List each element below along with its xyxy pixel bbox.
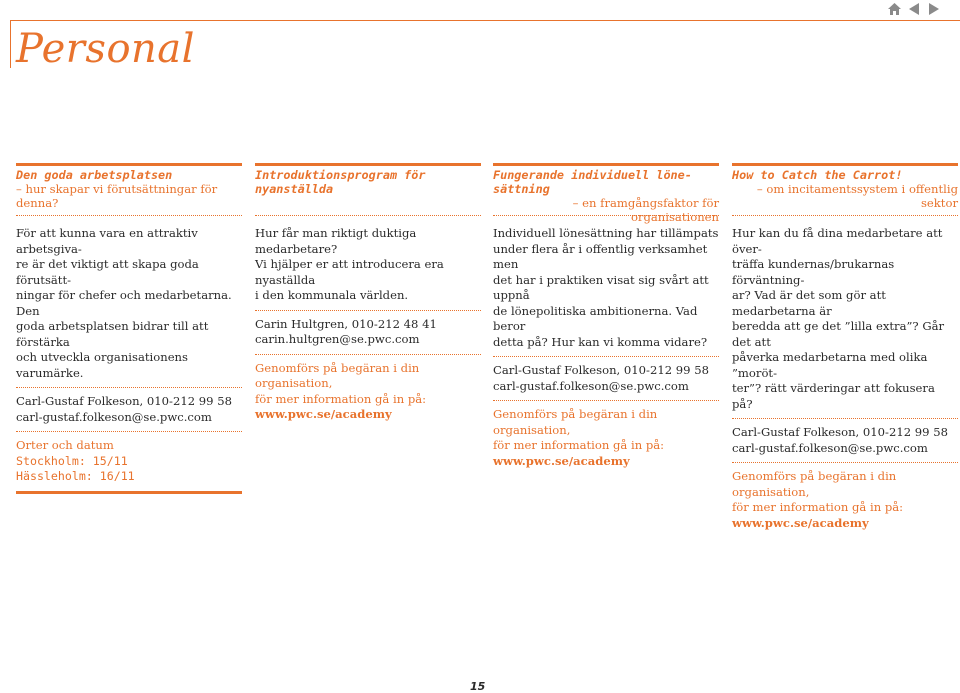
contact-name: Carl-Gustaf Folkeson, 010-212 99 58 xyxy=(732,425,948,439)
body-line: ter”? rätt värderingar att fokusera på? xyxy=(732,381,935,411)
place-date: Hässleholm: 16/11 xyxy=(16,469,135,483)
note-line: för mer information gå in på: xyxy=(255,391,427,406)
column-header xyxy=(493,163,719,224)
note-line: Genomförs på begäran i din organisation, xyxy=(732,469,897,499)
column-arbetsplatsen xyxy=(16,163,242,494)
contact-name: Carl-Gustaf Folkeson, 010-212 99 58 xyxy=(16,394,232,408)
column-title: nyanställda xyxy=(255,182,334,196)
body-line: För att kunna vara en attraktiv arbetsgiva- xyxy=(16,226,198,256)
column-title: Den goda arbetsplatsen xyxy=(16,168,173,182)
note-block xyxy=(493,407,719,469)
note-block xyxy=(732,469,958,531)
body-line: påverka medarbetarna med olika ”moröt- xyxy=(732,350,928,380)
page-title: Personal xyxy=(16,26,195,72)
note-line: Genomförs på begäran i din organisation, xyxy=(255,360,420,390)
dotted-divider xyxy=(16,431,242,432)
note-block xyxy=(255,361,481,423)
column-lonesattning xyxy=(493,163,719,469)
contact-email[interactable]: carl-gustaf.folkeson@se.pwc.com xyxy=(732,440,928,455)
column-subtitle: – en framgångsfaktor för organisationen xyxy=(572,196,719,224)
arrow-left-icon[interactable] xyxy=(906,1,922,17)
body-line: Hur kan du få dina medarbetare att över- xyxy=(732,226,943,256)
note-line: Genomförs på begäran i din organisation, xyxy=(493,407,658,437)
column-carrot xyxy=(732,163,958,531)
body-line: ar? Vad är det som gör att medarbetarna är xyxy=(732,288,886,318)
column-body xyxy=(255,226,481,304)
body-line: ningar för chefer och medarbetarna. Den xyxy=(16,288,232,318)
page-number: 15 xyxy=(470,680,486,693)
note-line: för mer information gå in på: xyxy=(493,438,665,452)
column-title: Fungerande individuell löne- xyxy=(493,168,692,182)
contact-email[interactable]: carl-gustaf.folkeson@se.pwc.com xyxy=(16,409,212,424)
body-line: re är det viktigt att skapa goda förutsätt- xyxy=(16,257,199,287)
places-block xyxy=(16,438,242,485)
header-rule-vertical xyxy=(10,20,11,68)
column-bottom-rule xyxy=(16,491,242,494)
contact-block xyxy=(255,317,481,348)
body-line: det har i praktiken visat sig svårt att uppnå xyxy=(493,272,709,302)
contact-block xyxy=(493,363,719,394)
column-body xyxy=(732,226,958,412)
column-header xyxy=(255,163,481,216)
body-line: Hur får man riktigt duktiga medarbetare? xyxy=(255,226,417,256)
body-line: beredda att ge det ”lilla extra”? Går det att xyxy=(732,319,945,349)
body-line: och utveckla organisationens varumärke. xyxy=(16,350,188,380)
dotted-divider xyxy=(493,400,719,401)
contact-email[interactable]: carin.hultgren@se.pwc.com xyxy=(255,332,420,346)
dotted-divider xyxy=(16,387,242,388)
contact-block xyxy=(16,394,242,425)
dotted-divider xyxy=(732,418,958,419)
column-header xyxy=(732,163,958,216)
dotted-divider xyxy=(255,310,481,311)
contact-name: Carin Hultgren, 010-212 48 41 xyxy=(255,316,437,331)
column-header xyxy=(16,163,242,216)
arrow-right-icon[interactable] xyxy=(926,1,942,17)
home-icon[interactable] xyxy=(886,1,902,17)
contact-name: Carl-Gustaf Folkeson, 010-212 99 58 xyxy=(493,363,709,377)
column-title: How to Catch the Carrot! xyxy=(732,168,903,182)
body-line: goda arbetsplatsen bidrar till att förstärka xyxy=(16,319,209,349)
column-body xyxy=(493,226,719,350)
body-line: Vi hjälper er att introducera era nyaställda xyxy=(255,257,444,287)
column-introduktion xyxy=(255,163,481,423)
contact-block xyxy=(732,425,958,456)
column-body xyxy=(16,226,242,381)
contact-email[interactable]: carl-gustaf.folkeson@se.pwc.com xyxy=(493,378,689,393)
column-title: sättning xyxy=(493,182,550,196)
body-line: Individuell lönesättning har tillämpats xyxy=(493,226,719,240)
column-title: Introduktionsprogram för xyxy=(255,168,426,182)
dotted-divider xyxy=(732,462,958,463)
column-subtitle: – hur skapar vi förutsättningar för denna? xyxy=(16,182,218,210)
places-label: Orter och datum xyxy=(16,438,114,452)
academy-link[interactable]: www.pwc.se/academy xyxy=(732,515,869,530)
academy-link[interactable]: www.pwc.se/academy xyxy=(255,407,392,421)
body-line: i den kommunala världen. xyxy=(255,288,409,302)
body-line: de lönepolitiska ambitionerna. Vad beror xyxy=(493,303,698,333)
dotted-divider xyxy=(255,354,481,355)
header-rule xyxy=(10,20,960,21)
dotted-divider xyxy=(493,356,719,357)
body-line: träffa kundernas/brukarnas förväntning- xyxy=(732,257,895,287)
body-line: detta på? Hur kan vi komma vidare? xyxy=(493,334,708,349)
body-line: under flera år i offentlig verksamhet men xyxy=(493,241,708,271)
place-date: Stockholm: 15/11 xyxy=(16,453,128,468)
column-subtitle: – om incitamentssystem i offentlig sektor xyxy=(756,182,958,210)
top-navigation xyxy=(886,0,942,18)
academy-link[interactable]: www.pwc.se/academy xyxy=(493,453,630,468)
note-line: för mer information gå in på: xyxy=(732,500,904,514)
